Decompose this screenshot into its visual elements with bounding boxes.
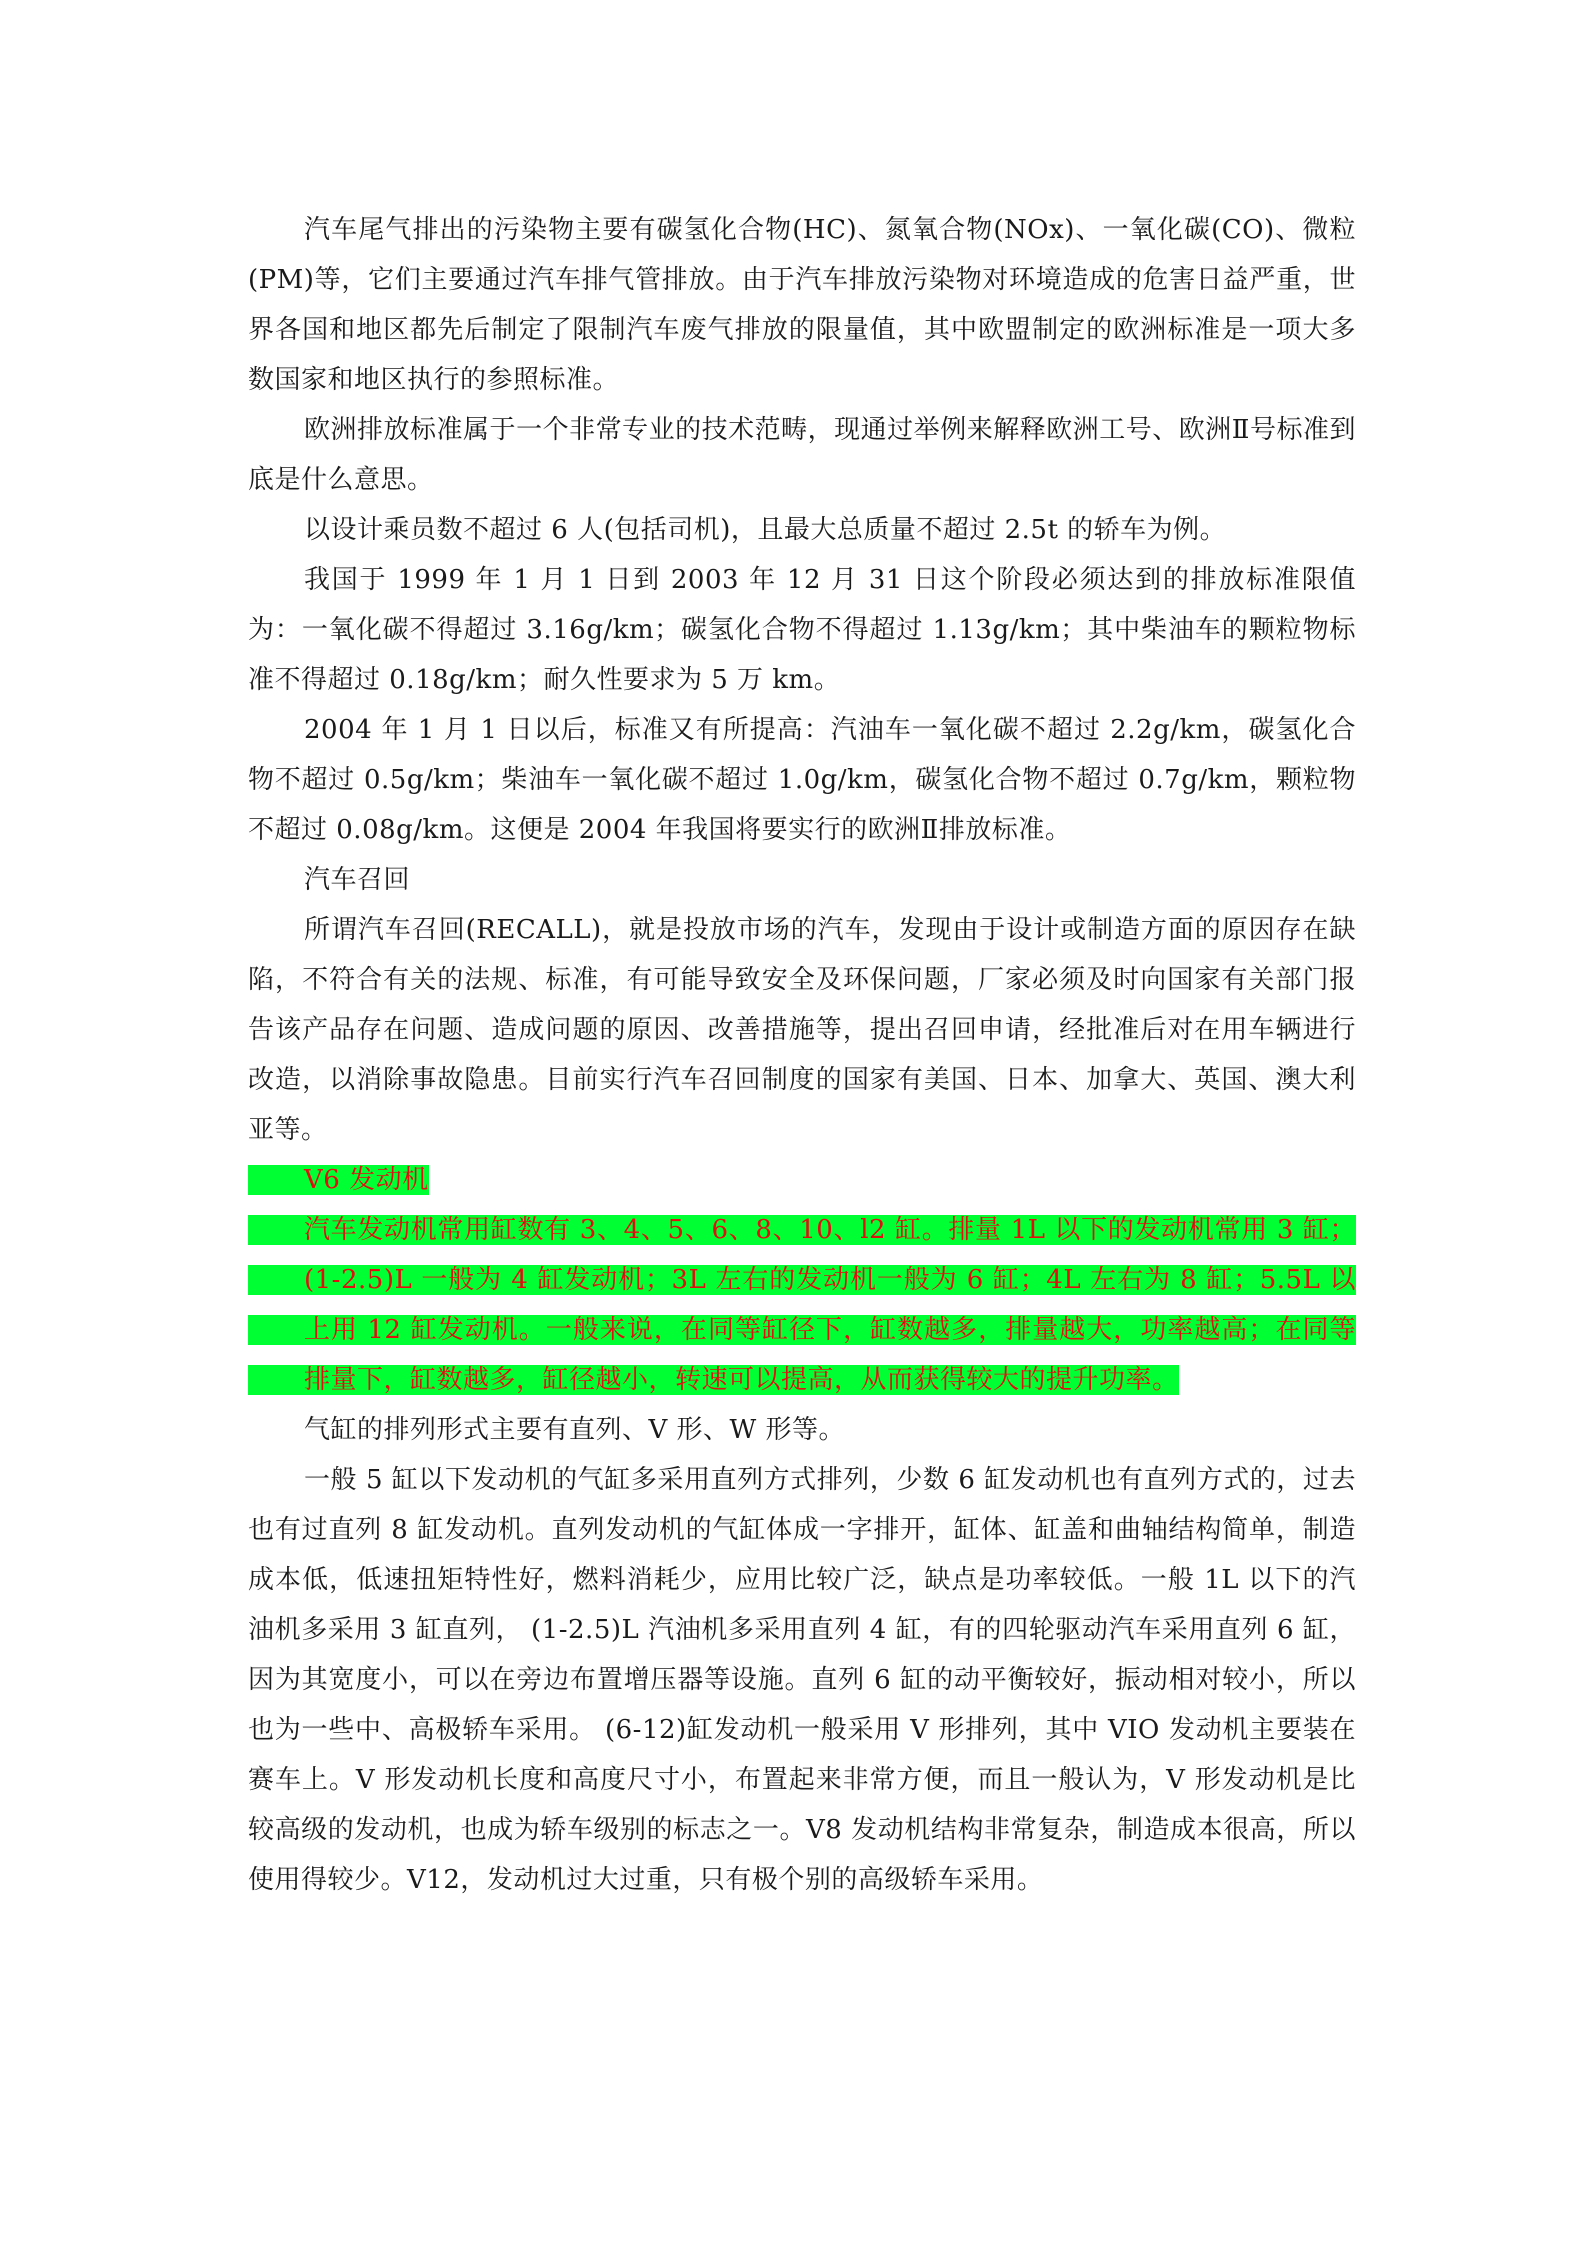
paragraph-2004-limits: 2004 年 1 月 1 日以后，标准又有所提高：汽油车一氧化碳不超过 2.2g/km，碳氢化合物不超过 0.5g/km；柴油车一氧化碳不超过 1.0g/km，碳氢化合物不超过 0.7g/km，颗粒物不超过 0.08g/km。这便是 2004 年我国将要实行的欧洲Ⅱ排放标准。 — [248, 715, 1356, 845]
heading-v6-engine-container — [248, 1155, 1356, 1205]
paragraph-emissions-intro: 汽车尾气排出的污染物主要有碳氢化合物(HC)、氮氧合物(NOx)、一氧化碳(CO)、微粒(PM)等，它们主要通过汽车排气管排放。由于汽车排放污染物对环境造成的危害日益严重，世界各国和地区都先后制定了限制汽车废气排放的限量值，其中欧盟制定的欧洲标准是一项大多数国家和地区执行的参照标准。 — [248, 215, 1356, 395]
heading-v6-engine: V6 发动机 — [248, 1165, 429, 1195]
document-page — [248, 205, 1356, 1905]
paragraph-recall: 所谓汽车召回(RECALL)，就是投放市场的汽车，发现由于设计或制造方面的原因存在缺陷，不符合有关的法规、标准，有可能导致安全及环保问题，厂家必须及时向国家有关部门报告该产品存在问题、造成问题的原因、改善措施等，提出召回申请，经批准后对在用车辆进行改造，以消除事故隐患。目前实行汽车召回制度的国家有美国、日本、加拿大、英国、澳大利亚等。 — [248, 915, 1356, 1145]
paragraph-inline-v-engines: 一般 5 缸以下发动机的气缸多采用直列方式排列，少数 6 缸发动机也有直列方式的，过去也有过直列 8 缸发动机。直列发动机的气缸体成一字排开，缸体、缸盖和曲轴结构简单，制造成本低，低速扭矩特性好，燃料消耗少，应用比较广泛，缺点是功率较低。一般 1L 以下的汽油机多采用 3 缸直列， (1-2.5)L 汽油机多采用直列 4 缸，有的四轮驱动汽车采用直列 6 缸，因为其宽度小，可以在旁边布置增压器等设施。直列 6 缸的动平衡较好，振动相对较小，所以也为一些中、高极轿车采用。 (6-12)缸发动机一般采用 V 形排列，其中 VIO 发动机主要装在赛车上。V 形发动机长度和高度尺寸小，布置起来非常方便，而且一般认为，V 形发动机是比较高级的发动机，也成为轿车级别的标志之一。V8 发动机结构非常复杂，制造成本很高，所以使用得较少。V12，发动机过大过重，只有极个别的高级轿车采用。 — [248, 1465, 1356, 1895]
paragraph-euro-standard: 欧洲排放标准属于一个非常专业的技术范畴，现通过举例来解释欧洲工号、欧洲Ⅱ号标准到底是什么意思。 — [248, 415, 1356, 495]
paragraph-cylinder-arrangement: 气缸的排列形式主要有直列、V 形、W 形等。 — [304, 1415, 846, 1445]
paragraph-example-car: 以设计乘员数不超过 6 人(包括司机)，且最大总质量不超过 2.5t 的轿车为例。 — [304, 515, 1227, 545]
heading-recall: 汽车召回 — [304, 865, 411, 895]
paragraph-cylinder-count: 汽车发动机常用缸数有 3、4、5、6、8、10、l2 缸。排量 1L 以下的发动机常用 3 缸；(1-2.5)L 一般为 4 缸发动机；3L 左右的发动机一般为 6 缸；4L 左右为 8 缸；5.5L 以上用 12 缸发动机。一般来说，在同等缸径下，缸数越多，排量越大，功率越高；在同等排量下，缸数越多，缸径越小，转速可以提高，从而获得较大的提升功率。 — [248, 1215, 1356, 1395]
paragraph-cylinder-count-container — [248, 1205, 1356, 1405]
paragraph-1999-limits: 我国于 1999 年 1 月 1 日到 2003 年 12 月 31 日这个阶段必须达到的排放标准限值为：一氧化碳不得超过 3.16g/km；碳氢化合物不得超过 1.13g/km；其中柴油车的颗粒物标准不得超过 0.18g/km；耐久性要求为 5 万 km。 — [248, 565, 1356, 695]
